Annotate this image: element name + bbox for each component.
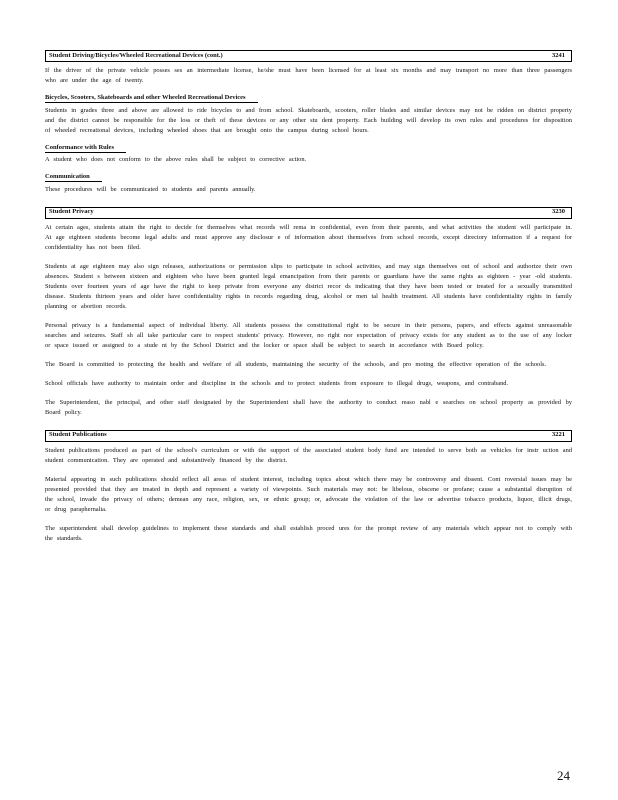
page-number: 24 <box>557 768 570 783</box>
paragraph: School officials have authority to maintain order and discipline in the schools and to protect students from exposure to illegal drugs, weapons, and contraband. <box>45 379 509 387</box>
paragraph: Student publications produced as part of the school's curriculum or with the support of the associated student body fund are intended to serve both as vehicles for instr uction and student communication. They are operated and substantively financed by the district. <box>45 446 572 464</box>
section-title: Student Driving/Bicycles/Wheeled Recreational Devices (cont.) <box>49 51 223 59</box>
paragraph: A student who does not conform to the above rules shall be subject to corrective action. <box>45 156 307 163</box>
paragraph: The Board is committed to protecting the health and welfare of all students, maintaining the security of the schools, and pro moting the effective operation of the schools. <box>45 360 547 368</box>
subheading: Bicycles, Scooters, Skateboards and other Wheeled Recreational Devices <box>45 95 572 102</box>
paragraph: The Superintendent, the principal, and other staff designated by the Superintendent shall have the authority to conduct reaso nabl e searches on school property as provided by Board policy. <box>45 398 572 416</box>
policy-code: 3221 <box>552 431 565 439</box>
section-title: Student Privacy <box>49 208 94 216</box>
section-header-publications <box>45 430 572 442</box>
paragraph: These procedures will be communicated to students and parents annually. <box>45 185 256 193</box>
paragraph: At certain ages, students attain the right to decide for themselves what records will rema in confidential, even from their parents, and what activities the student will participate in. At age eighteen students become legal adults and must approve any disclosur e of information about themselves from school records, except directory information if a request for confidentiality has not been filed. <box>45 223 572 251</box>
policy-code: 3241 <box>552 51 565 59</box>
document-body <box>45 50 572 553</box>
paragraph: Students at age eighteen may also sign releases, authorizations or permission slips to participate in school activities, and may sign themselves out of school and authorize their own absences. Student s between sixteen and eighteen who have been granted legal emancipation from their parents or guardians have the same rights as eighteen - year -old students. Students over fourteen years of age have the right to keep private from everyone any district recor ds indicating that they have been tested or treated for a sexually transmitted disease. Students thirteen years and older have confidentiality rights in records regarding drug, alcohol or men tal health treatment. All students have confidentiality rights in family planning or abortion records. <box>45 262 572 310</box>
subheading: Communication <box>45 174 572 181</box>
paragraph: The superintendent shall develop guidelines to implement these standards and shall establish proced ures for the prompt review of any materials which appear not to comply with the standards. <box>45 524 572 542</box>
paragraph: If the driver of the private vehicle posses ses an intermediate license, he/she must have been licensed for at least six months and may transport no more than three passengers who are under the age of twenty. <box>45 67 572 84</box>
section-title: Student Publications <box>49 431 107 439</box>
section-header-privacy <box>45 207 572 219</box>
policy-code: 3230 <box>552 208 565 216</box>
paragraph: Material appearing in such publications should reflect all areas of student interest, including topics about which there may be controversy and dissent. Cont roversial issues may be presented provided that they are treated in depth and represent a variety of viewpoints. Such materials may not: be libelous, obscene or profane; cause a substantial disruption of the school, invade the privacy of others; demean any race, religion, sex, or ethnic group; or, advocate the violation of the law or advertise tobacco products, liquor, illicit drugs, or drug paraphernalia. <box>45 475 572 513</box>
paragraph: Personal privacy is a fundamental aspect of individual liberty. All students possess the constitutional right to be secure in their persons, papers, and effects against unreasonable searches and seizures. Staff sh all take particular care to respect students' privacy. However, no right nor expectation of privacy exists for any student as to the use of any locker or space issued or assigned to a stude nt by the School District and the locker or space shall be subject to search in accordance with Board policy. <box>45 321 572 349</box>
subheading: Conformance with Rules <box>45 145 572 152</box>
paragraph: Students in grades three and above are allowed to ride bicycles to and from school. Skateboards, scooters, roller blades and similar devices may not be ridden on district property and the district cannot be responsible for the loss or theft of these devices or any other stu dent property. Each building will develop its own rules and procedures for disposition of wheeled recreational devices, including wheeled shoes that are brought onto the campus during school hours. <box>45 106 572 134</box>
section-header-driving <box>45 50 572 62</box>
